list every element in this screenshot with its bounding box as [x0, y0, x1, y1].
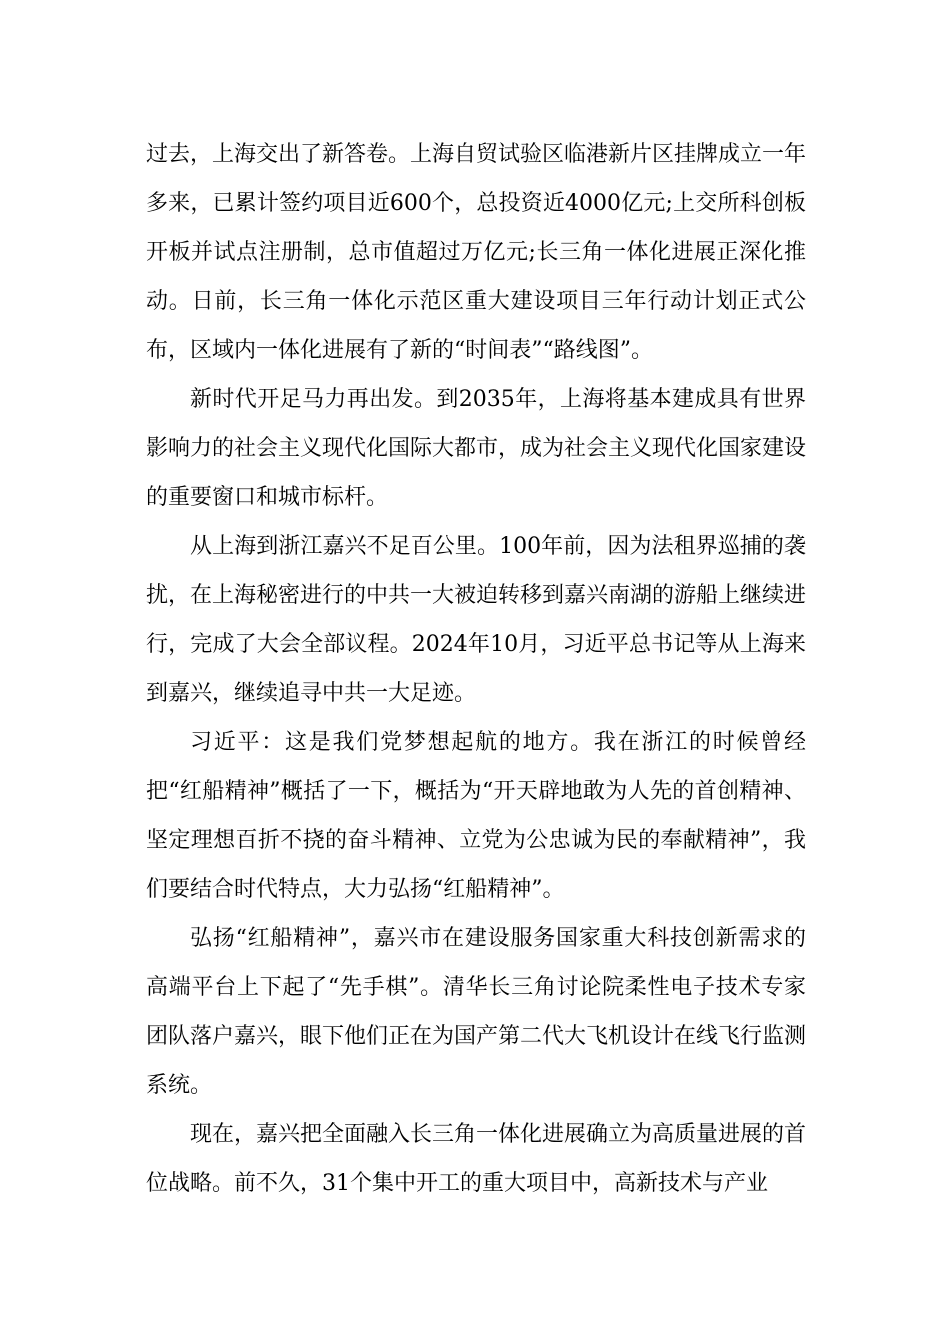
paragraph-1: 过去，上海交出了新答卷。上海自贸试验区临港新片区挂牌成立一年多来，已累计签约项目近600个，总投资近4000亿元;上交所科创板开板并试点注册制，总市值超过万亿元;长三角一体化进展正深化推动。日前，长三角一体化示范区重大建设项目三年行动计划正式公布，区域内一体化进展有了新的“时间表”“路线图”。: [146, 142, 807, 363]
document-body: [146, 130, 806, 1208]
paragraph-5: 弘扬“红船精神”，嘉兴市在建设服务国家重大科技创新需求的高端平台上下起了“先手棋”。清华长三角讨论院柔性电子技术专家团队落户嘉兴，眼下他们正在为国产第二代大飞机设计在线飞行监测系统。: [146, 926, 807, 1098]
paragraph-6: 现在，嘉兴把全面融入长三角一体化进展确立为高质量进展的首位战略。前不久，31个集中开工的重大项目中，高新技术与产业: [146, 1122, 807, 1196]
paragraph-3: 从上海到浙江嘉兴不足百公里。100年前，因为法租界巡捕的袭扰，在上海秘密进行的中共一大被迫转移到嘉兴南湖的游船上继续进行，完成了大会全部议程。2024年10月，习近平总书记等从上海来到嘉兴，继续追寻中共一大足迹。: [146, 534, 807, 706]
paragraph-4: 习近平：这是我们党梦想起航的地方。我在浙江的时候曾经把“红船精神”概括了一下，概括为“开天辟地敢为人先的首创精神、坚定理想百折不挠的奋斗精神、立党为公忠诚为民的奉献精神”，我们要结合时代特点，大力弘扬“红船精神”。: [146, 730, 806, 902]
paragraph-2: 新时代开足马力再出发。到2035年，上海将基本建成具有世界影响力的社会主义现代化国际大都市，成为社会主义现代化国家建设的重要窗口和城市标杆。: [146, 387, 807, 510]
